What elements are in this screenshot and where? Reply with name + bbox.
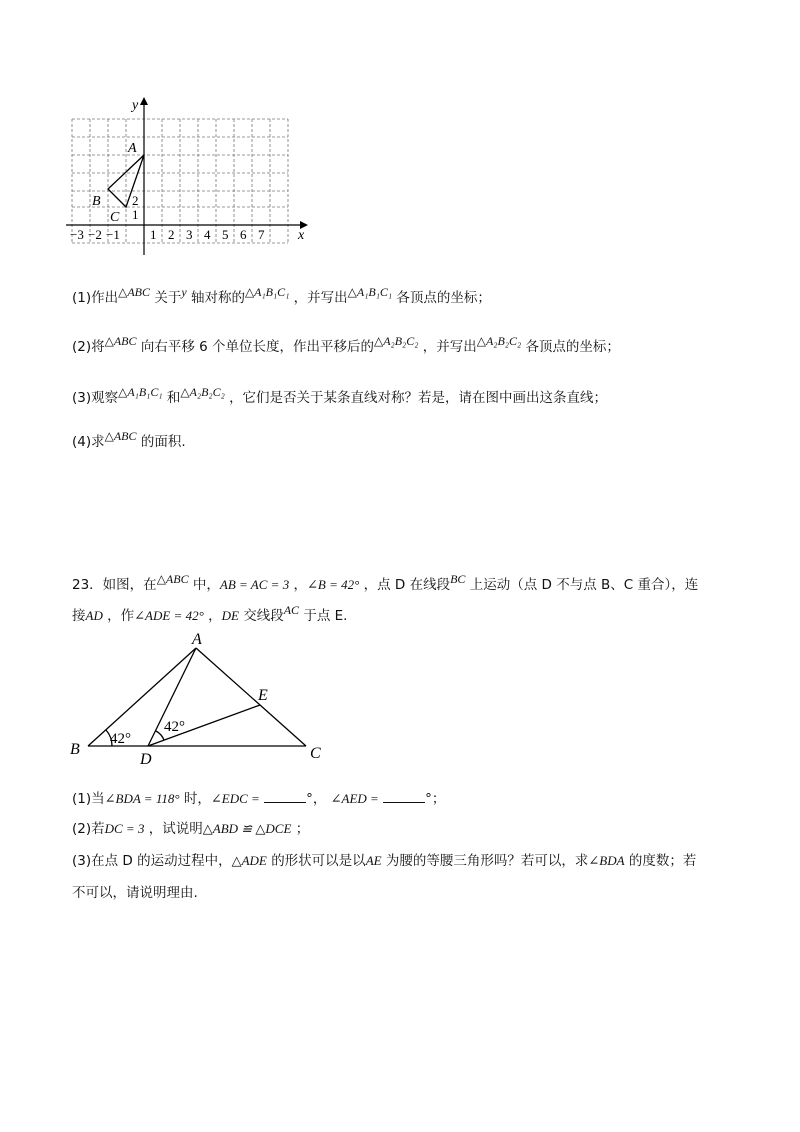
x-tick-2: 2 — [168, 227, 175, 242]
x-axis-label: x — [298, 228, 305, 243]
angle-d-arc — [156, 731, 164, 740]
angle-b-label: 42° — [110, 731, 131, 747]
x-tick-neg2: −2 — [88, 227, 102, 242]
answer-blank-aed[interactable] — [383, 790, 425, 803]
q23-part3-line1: (3)在点 D 的运动过程中，△ADE 的形状可以是以AE 为腰的等腰三角形吗？若可以，求∠BDA 的度数；若 — [72, 853, 697, 869]
q23-stem-line2: 接AD ，作∠ADE = 42° ，DE 交线段AC 于点 E. — [72, 603, 348, 624]
x-tick-neg3: −3 — [70, 227, 84, 242]
q23-part2: (2)若DC = 3 ，试说明△ABD ≌ △DCE ； — [72, 821, 310, 837]
segment-ac — [196, 648, 306, 746]
x-tick-1: 1 — [150, 227, 157, 242]
answer-blank-edc[interactable] — [264, 790, 306, 803]
q22-part4: (4)求△ABC 的面积. — [72, 429, 186, 450]
q22-part1: (1)作出△ABC 关于y 轴对称的△A₁B₁C₁ ，并写出△A₁B₁C₁ 各顶点的坐标； — [72, 285, 491, 306]
x-tick-6: 6 — [240, 227, 247, 242]
point-e-label: E — [258, 687, 268, 704]
x-tick-neg1: −1 — [106, 227, 120, 242]
angle-d-label: 42° — [164, 719, 185, 735]
point-b-label: B — [92, 194, 101, 209]
point-d-label: D — [140, 751, 152, 768]
y-axis-label: y — [132, 98, 139, 113]
point-c-label: C — [110, 210, 120, 225]
coordinate-grid-figure — [60, 95, 310, 260]
q23-stem-line1: 23．如图，在△ABC 中，AB = AC = 3 ，∠B = 42° ，点 D 在线段BC 上运动（点 D 不与点 B、C 重合），连 — [72, 572, 699, 593]
point-b-label: B — [70, 741, 80, 758]
point-c-label: C — [310, 745, 321, 762]
x-tick-3: 3 — [186, 227, 193, 242]
q22-part3: (3)观察△A₁B₁C₁ 和△A₂B₂C₂ ，它们是否关于某条直线对称？若是，请在图中画出这条直线； — [72, 385, 608, 406]
triangle-figure — [68, 628, 338, 768]
q23-part1: (1)当∠BDA = 118° 时，∠EDC = °， ∠AED = °； — [72, 791, 446, 807]
y-tick-1: 1 — [132, 207, 139, 222]
x-tick-5: 5 — [222, 227, 229, 242]
point-a-label: A — [128, 141, 137, 156]
y-axis-arrow — [140, 97, 148, 105]
q23-part3-line2: 不可以，请说明理由. — [72, 885, 198, 901]
x-tick-7: 7 — [258, 227, 265, 242]
x-tick-4: 4 — [204, 227, 211, 242]
y-tick-2: 2 — [132, 193, 139, 208]
point-a-label: A — [192, 631, 202, 648]
q22-part2: (2)将△ABC 向右平移 6 个单位长度，作出平移后的△A₂B₂C₂ ，并写出△A₂B₂C₂ 各顶点的坐标； — [72, 334, 620, 355]
